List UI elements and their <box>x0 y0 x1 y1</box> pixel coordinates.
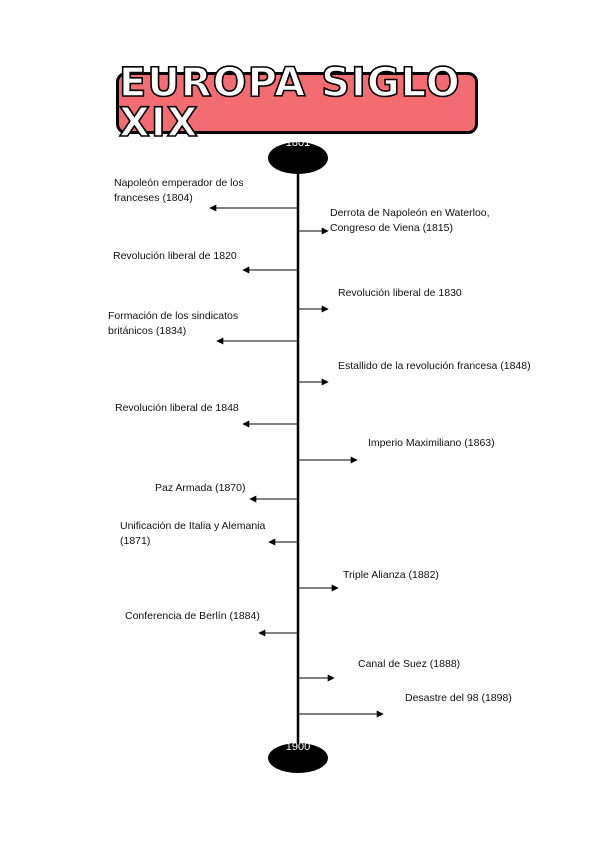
event-label-line: Revolución liberal de 1830 <box>338 287 462 299</box>
event-label-line: Conferencia de Berlín (1884) <box>125 610 260 622</box>
event-label-line: Canal de Suez (1888) <box>358 658 461 670</box>
event-label-line: británicos (1834) <box>108 325 187 337</box>
event-label <box>120 519 265 549</box>
event-label-line: Derrota de Napoleón en Waterloo, <box>330 207 490 219</box>
event-arrows <box>210 208 383 714</box>
event-label <box>115 401 239 416</box>
event-label <box>125 609 260 624</box>
event-label <box>338 359 531 374</box>
event-label <box>114 176 244 206</box>
start-year-label: 1801 <box>285 137 311 149</box>
page-title: EUROPA SIGLO XIX <box>119 60 461 146</box>
event-label-line: Revolución liberal de 1820 <box>113 250 237 262</box>
event-label-line: Desastre del 98 (1898) <box>405 692 512 704</box>
event-label <box>343 568 439 583</box>
event-label-line: Revolución liberal de 1848 <box>115 402 239 414</box>
event-label <box>108 309 238 339</box>
event-label-line: Napoleón emperador de los <box>114 177 244 189</box>
event-label-line: Imperio Maximiliano (1863) <box>368 437 495 449</box>
event-label-line: franceses (1804) <box>114 192 193 204</box>
event-label <box>338 286 462 301</box>
event-label-line: Estallido de la revolución francesa (1848) <box>338 360 531 372</box>
event-label <box>155 481 245 496</box>
event-label-line: (1871) <box>120 535 151 547</box>
event-label <box>368 436 495 451</box>
event-label <box>330 206 490 236</box>
event-label <box>358 657 460 672</box>
event-label-line: Congreso de Viena (1815) <box>330 222 453 234</box>
event-label-line: Paz Armada (1870) <box>155 482 246 494</box>
event-label-line: Triple Alianza (1882) <box>343 569 439 581</box>
event-label-line: Unificación de Italia y Alemania <box>120 520 266 532</box>
event-label-line: Formación de los sindicatos <box>108 310 239 322</box>
event-label <box>405 691 512 706</box>
event-label <box>113 249 237 264</box>
end-year-label: 1900 <box>285 741 311 753</box>
